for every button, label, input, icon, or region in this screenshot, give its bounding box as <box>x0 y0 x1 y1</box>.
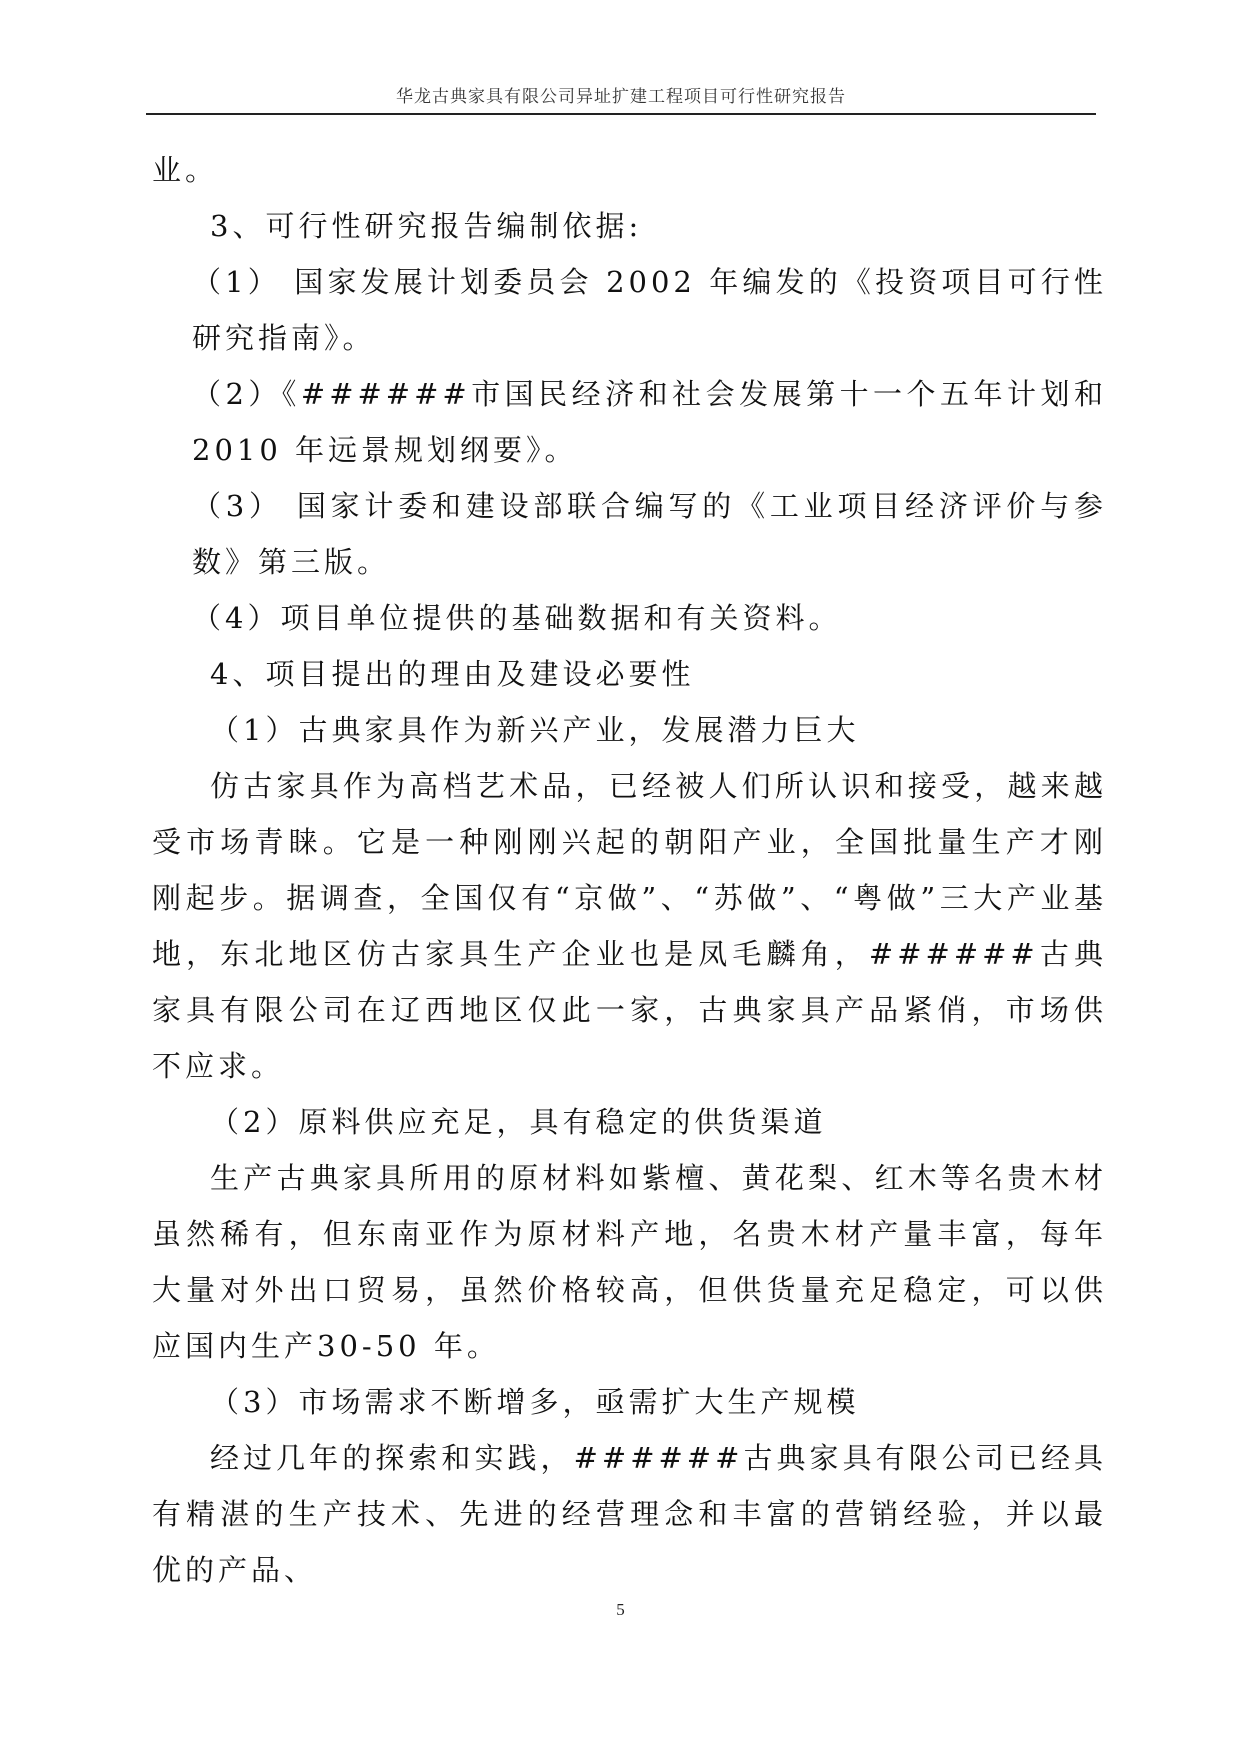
header-divider <box>146 113 1096 115</box>
paragraph-continuation: 业。 <box>152 153 219 187</box>
section-heading-3: 3、可行性研究报告编制依据: <box>210 209 643 243</box>
subheading-3: （3）市场需求不断增多，亟需扩大生产规模 <box>210 1385 860 1419</box>
subheading-1: （1）古典家具作为新兴产业，发展潜力巨大 <box>210 713 860 747</box>
basis-item-2: （2）《######市国民经济和社会发展第十一个五年计划和 2010 年远景规划纲要》。 <box>192 377 1107 467</box>
subheading-2: （2）原料供应充足，具有稳定的供货渠道 <box>210 1105 827 1139</box>
basis-item-1: （1） 国家发展计划委员会 2002 年编发的《投资项目可行性研究指南》。 <box>192 265 1107 355</box>
basis-item-3: （3） 国家计委和建设部联合编写的《工业项目经济评价与参数》第三版。 <box>192 489 1107 579</box>
running-header: 华龙古典家具有限公司异址扩建工程项目可行性研究报告 <box>396 87 846 107</box>
page-number: 5 <box>616 1600 625 1619</box>
paragraph-antique-furniture: 仿古家具作为高档艺术品，已经被人们所认识和接受，越来越受市场青睐。它是一种刚刚兴起的朝阳产业，全国批量生产才刚刚起步。据调查，全国仅有“京做”、“苏做”、“粤做”三大产业基地，东北地区仿古家具生产企业也是凤毛麟角，######古典家具有限公司在辽西地区仅此一家，古典家具产品紧俏，市场供不应求。 <box>152 769 1107 1083</box>
paragraph-market-demand: 经过几年的探索和实践，######古典家具有限公司已经具有精湛的生产技术、先进的经营理念和丰富的营销经验，并以最优的产品、 <box>152 1441 1107 1587</box>
body-text <box>152 142 1107 1598</box>
basis-item-4: （4）项目单位提供的基础数据和有关资料。 <box>192 601 842 635</box>
paragraph-raw-materials: 生产古典家具所用的原材料如紫檀、黄花梨、红木等名贵木材虽然稀有，但东南亚作为原材料产地，名贵木材产量丰富，每年大量对外出口贸易，虽然价格较高，但供货量充足稳定，可以供应国内生产30-50 年。 <box>152 1161 1107 1363</box>
section-heading-4: 4、项目提出的理由及建设必要性 <box>210 657 695 691</box>
